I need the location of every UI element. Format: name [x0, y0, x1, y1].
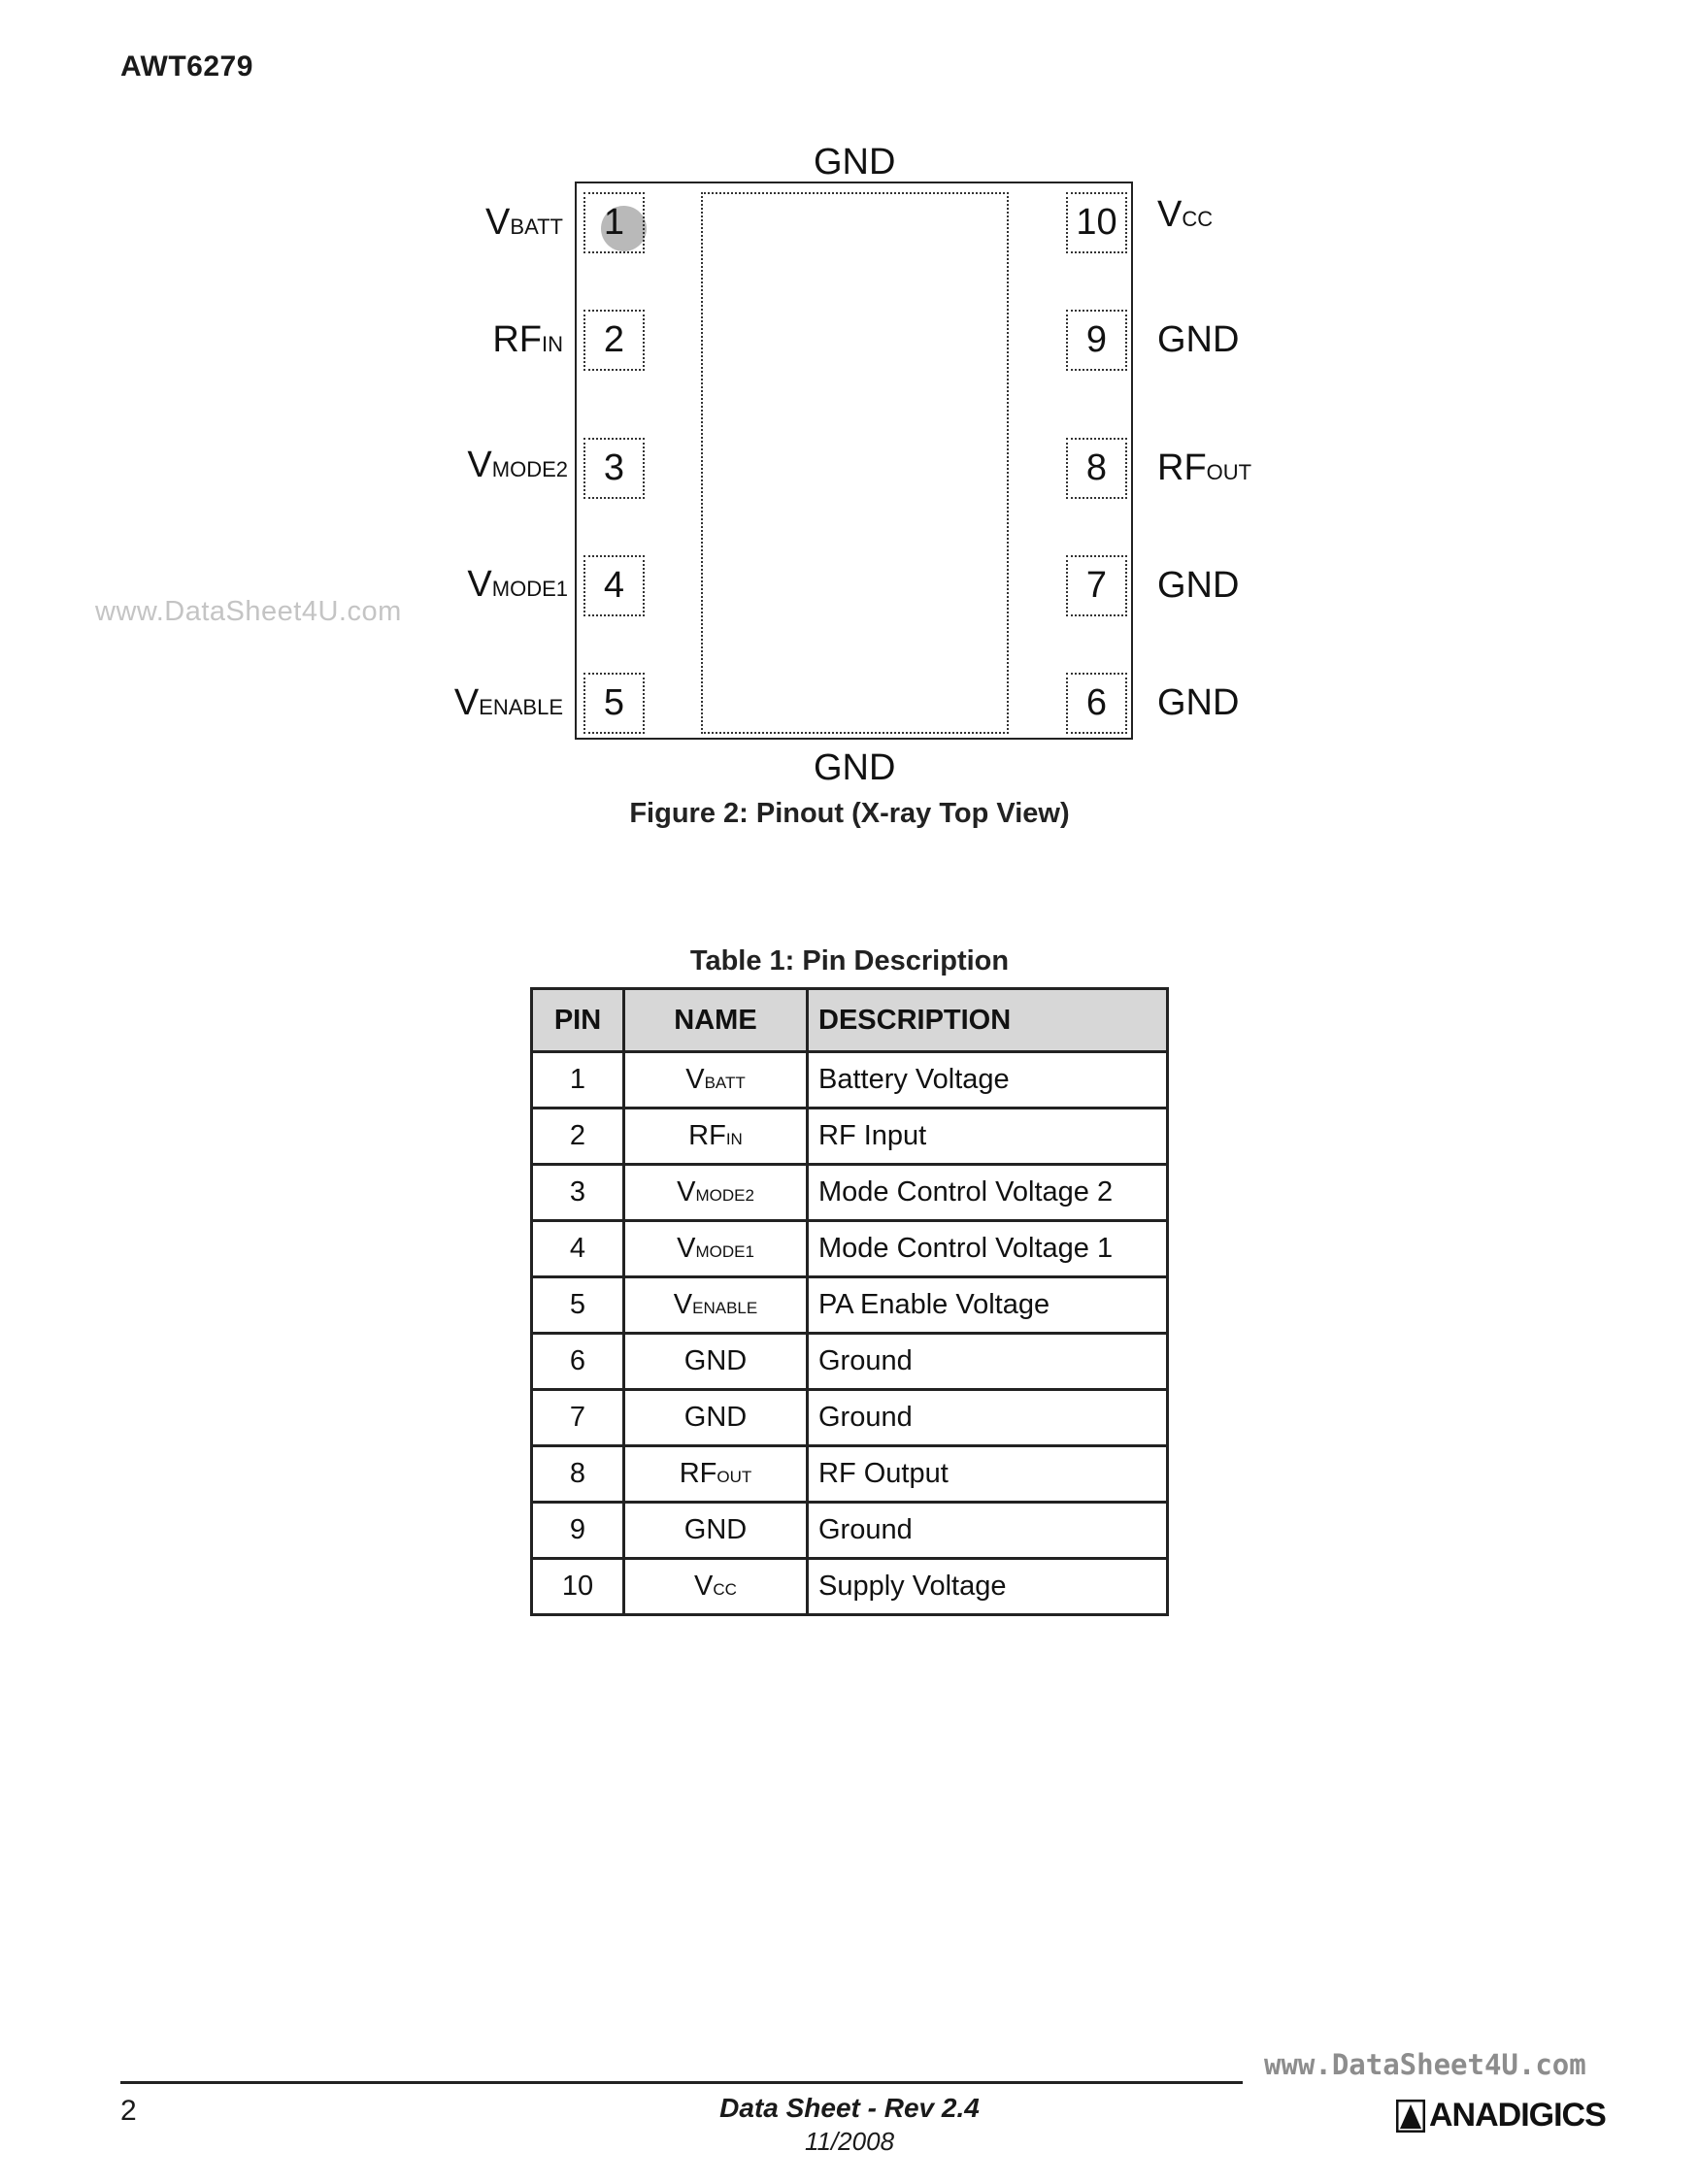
- pin-name-cell: VBATT: [624, 1052, 808, 1109]
- pin-label: RFIN: [492, 319, 563, 360]
- pin-name-cell: VCC: [624, 1559, 808, 1615]
- figure-caption: Figure 2: Pinout (X-ray Top View): [629, 798, 1070, 829]
- pin-label: GND: [1157, 319, 1240, 360]
- logo-wordmark: ANADIGICS: [1429, 2097, 1606, 2134]
- table-row: [532, 1559, 1168, 1615]
- table-caption: Table 1: Pin Description: [689, 945, 1010, 976]
- pin-description-cell: Ground: [808, 1334, 1168, 1390]
- pin-name-cell: VENABLE: [624, 1277, 808, 1334]
- table-row: [532, 1390, 1168, 1446]
- pin-description-cell: Supply Voltage: [808, 1559, 1168, 1615]
- pin-box: 4: [583, 555, 645, 616]
- pin-number-cell: 1: [532, 1052, 624, 1109]
- pin-number-cell: 4: [532, 1221, 624, 1277]
- footer-date: 11/2008: [804, 2127, 895, 2156]
- pin-box: 7: [1066, 555, 1127, 616]
- document-id: AWT6279: [120, 50, 253, 83]
- pin-label: VMODE1: [467, 564, 568, 605]
- column-header-description: DESCRIPTION: [808, 989, 1168, 1052]
- table-row: [532, 1052, 1168, 1109]
- pin-number-cell: 3: [532, 1165, 624, 1221]
- pin-name-cell: GND: [624, 1334, 808, 1390]
- table-row: [532, 1503, 1168, 1559]
- pin-box: 10: [1066, 192, 1127, 253]
- pin-description-cell: Mode Control Voltage 1: [808, 1221, 1168, 1277]
- table-row: [532, 1165, 1168, 1221]
- pin-number-cell: 5: [532, 1277, 624, 1334]
- column-header-name: NAME: [624, 989, 808, 1052]
- watermark-text: www.DataSheet4U.com: [95, 596, 402, 627]
- pin-name-cell: VMODE2: [624, 1165, 808, 1221]
- table-header-row: [532, 989, 1168, 1052]
- pin-box: 8: [1066, 438, 1127, 499]
- pin-label: VCC: [1157, 194, 1214, 235]
- page-number: 2: [120, 2095, 137, 2127]
- pin-description-cell: RF Output: [808, 1446, 1168, 1503]
- pin-label: GND: [1157, 682, 1240, 723]
- pin-name-cell: RFIN: [624, 1109, 808, 1165]
- pin-box: 9: [1066, 310, 1127, 371]
- table-row: [532, 1277, 1168, 1334]
- pin-name-cell: VMODE1: [624, 1221, 808, 1277]
- pin-label: VMODE2: [467, 445, 568, 485]
- pin-number-cell: 10: [532, 1559, 624, 1615]
- pin-label: RFOUT: [1157, 447, 1252, 488]
- footer-document-title: Data Sheet - Rev 2.4: [719, 2093, 980, 2123]
- exposed-pad: [701, 192, 1009, 734]
- pin-name-cell: GND: [624, 1503, 808, 1559]
- pin-number-cell: 7: [532, 1390, 624, 1446]
- pin-label: VBATT: [485, 202, 563, 243]
- pin-box: 1: [583, 192, 645, 253]
- pin-box: 6: [1066, 673, 1127, 734]
- pinout-gnd-top-label: GND: [814, 142, 896, 182]
- footer-divider: [120, 2081, 1243, 2084]
- pin-name-cell: RFOUT: [624, 1446, 808, 1503]
- pin-name-cell: GND: [624, 1390, 808, 1446]
- pin-box: 3: [583, 438, 645, 499]
- pinout-gnd-bottom-label: GND: [814, 747, 896, 788]
- company-logo: [1396, 2097, 1606, 2134]
- pin-description-table: [530, 987, 1169, 1616]
- footer-watermark-url[interactable]: www.DataSheet4U.com: [1264, 2048, 1586, 2081]
- table-row: [532, 1221, 1168, 1277]
- pin-box: 2: [583, 310, 645, 371]
- table-row: [532, 1446, 1168, 1503]
- table-row: [532, 1334, 1168, 1390]
- pin-description-cell: Ground: [808, 1503, 1168, 1559]
- column-header-pin: PIN: [532, 989, 624, 1052]
- pin-number-cell: 6: [532, 1334, 624, 1390]
- pin-number-cell: 9: [532, 1503, 624, 1559]
- pin-label: GND: [1157, 565, 1240, 606]
- pin-number-cell: 2: [532, 1109, 624, 1165]
- pin-box: 5: [583, 673, 645, 734]
- logo-triangle-icon: [1396, 2100, 1425, 2133]
- table-row: [532, 1109, 1168, 1165]
- pin-description-cell: Mode Control Voltage 2: [808, 1165, 1168, 1221]
- pin-label: VENABLE: [453, 682, 563, 723]
- pin-description-cell: RF Input: [808, 1109, 1168, 1165]
- pin-number-cell: 8: [532, 1446, 624, 1503]
- pin-description-cell: Battery Voltage: [808, 1052, 1168, 1109]
- pin-description-cell: PA Enable Voltage: [808, 1277, 1168, 1334]
- pin-description-cell: Ground: [808, 1390, 1168, 1446]
